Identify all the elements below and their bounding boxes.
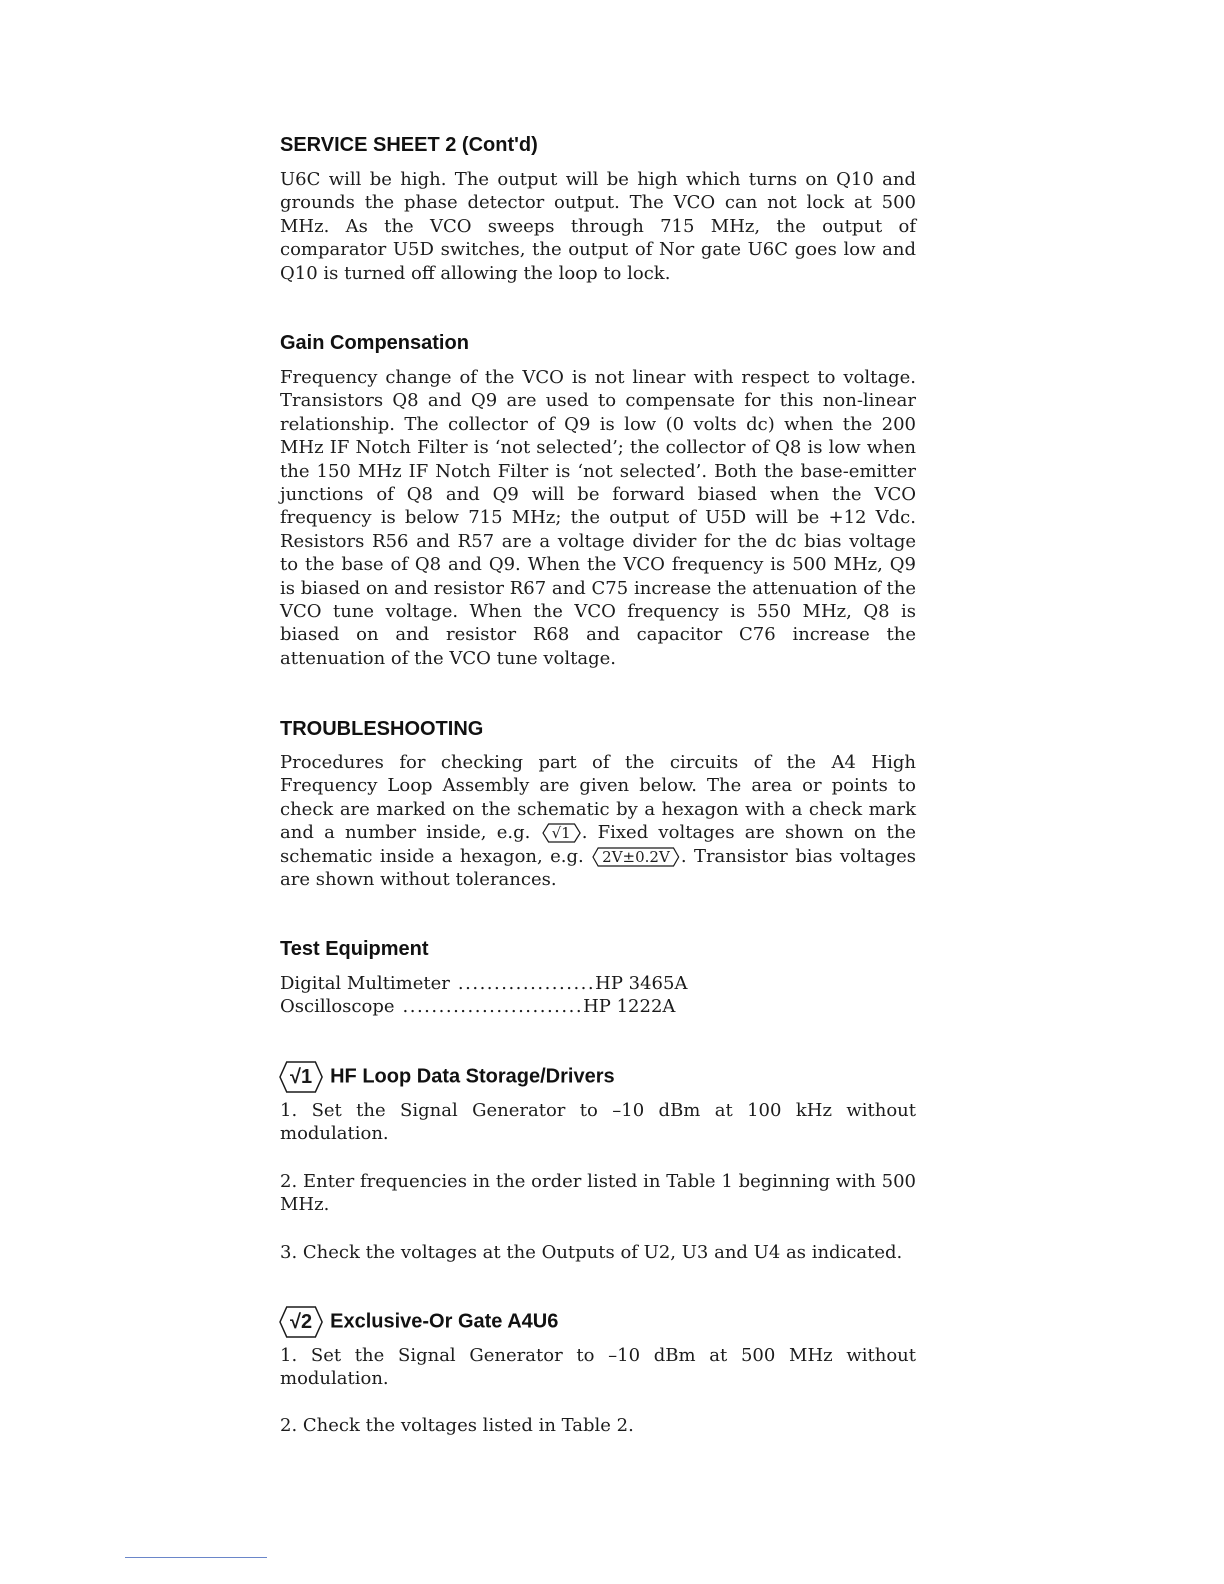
check2-step-2: 2. Check the voltages listed in Table 2. xyxy=(280,1415,634,1436)
check1-step-2: 2. Enter frequencies in the order listed in Table 1 beginning with 500 MHz. xyxy=(280,1171,916,1216)
check2-badge-label: √2 xyxy=(290,1311,313,1333)
gain-compensation-heading: Gain Compensation xyxy=(280,332,469,354)
voltage-example-hexagon xyxy=(593,848,679,866)
check1-heading xyxy=(280,1062,916,1092)
test-equipment-heading: Test Equipment xyxy=(280,938,429,960)
check2-hexagon xyxy=(280,1307,322,1337)
check1-title: HF Loop Data Storage/Drivers xyxy=(330,1065,615,1088)
service-sheet-paragraph: U6C will be high. The output will be high which turns on Q10 and grounds the phase detector output. The VCO can not lock at 500 MHz. As the VCO sweeps through 715 MHz, the output of comparator U5D switches, the output of Nor gate U6C goes low and Q10 is turned off allowing the loop to lock. xyxy=(280,169,916,284)
check1-hexagon xyxy=(280,1062,322,1092)
equipment-leader-dots: ................... xyxy=(457,973,596,994)
troubleshooting-paragraph xyxy=(280,751,916,891)
check2-title: Exclusive-Or Gate A4U6 xyxy=(330,1310,559,1333)
troubleshooting-text-2: . Fixed voltages are shown on the schematic inside a hexagon, e.g. xyxy=(280,822,917,867)
footer-rule xyxy=(125,1557,267,1558)
equipment-name: Oscilloscope xyxy=(280,996,395,1017)
troubleshooting-heading: TROUBLESHOOTING xyxy=(280,718,484,740)
troubleshooting-text-3: . Transistor bias voltages are shown without tolerances. xyxy=(280,845,916,891)
equipment-model: HP 1222A xyxy=(583,996,676,1017)
test-equipment-list xyxy=(280,972,740,1018)
equipment-model: HP 3465A xyxy=(595,973,688,994)
check2-step-1: 1. Set the Signal Generator to –10 dBm at 500 MHz without modulation. xyxy=(280,1345,916,1390)
check1-step-3: 3. Check the voltages at the Outputs of U2, U3 and U4 as indicated. xyxy=(280,1242,903,1263)
check-example-label: √1 xyxy=(551,824,571,843)
check-example-hexagon xyxy=(543,824,580,842)
equipment-row xyxy=(280,972,740,995)
service-sheet-heading: SERVICE SHEET 2 (Cont'd) xyxy=(280,134,538,156)
check2-heading xyxy=(280,1307,916,1337)
equipment-row xyxy=(280,995,740,1018)
troubleshooting-text-1: Procedures for checking part of the circuits of the A4 High Frequency Loop Assembly are given below. The area or points to check are marked on the schematic by a hexagon with a check mark and a number inside, e.g. xyxy=(280,752,916,844)
voltage-example-label: 2V±0.2V xyxy=(602,847,670,866)
gain-compensation-paragraph: Frequency change of the VCO is not linear with respect to voltage. Transistors Q8 and Q9 are used to compensate for this non-linear relationship. The collector of Q9 is low (0 volts dc) when the 200 MHz IF Notch Filter is ‘not selected’; the collector of Q8 is low when the 150 MHz IF Notch Filter is ‘not selected’. Both the base-emitter junctions of Q8 and Q9 will be forward biased when the VCO frequency is below 715 MHz; the output of U5D will be +12 Vdc. Resistors R56 and R57 are a voltage divider for the dc bias voltage to the base of Q8 and Q9. When the VCO frequency is 500 MHz, Q9 is biased on and resistor R67 and C75 increase the attenuation of the VCO tune voltage. When the VCO frequency is 550 MHz, Q8 is biased on and resistor R68 and capacitor C76 increase the attenuation of the VCO tune voltage. xyxy=(280,367,916,669)
check1-step-1: 1. Set the Signal Generator to –10 dBm at 100 kHz without modulation. xyxy=(280,1100,916,1145)
equipment-leader-dots: ......................... xyxy=(402,996,584,1017)
check1-badge-label: √1 xyxy=(290,1066,313,1088)
equipment-name: Digital Multimeter xyxy=(280,973,450,994)
